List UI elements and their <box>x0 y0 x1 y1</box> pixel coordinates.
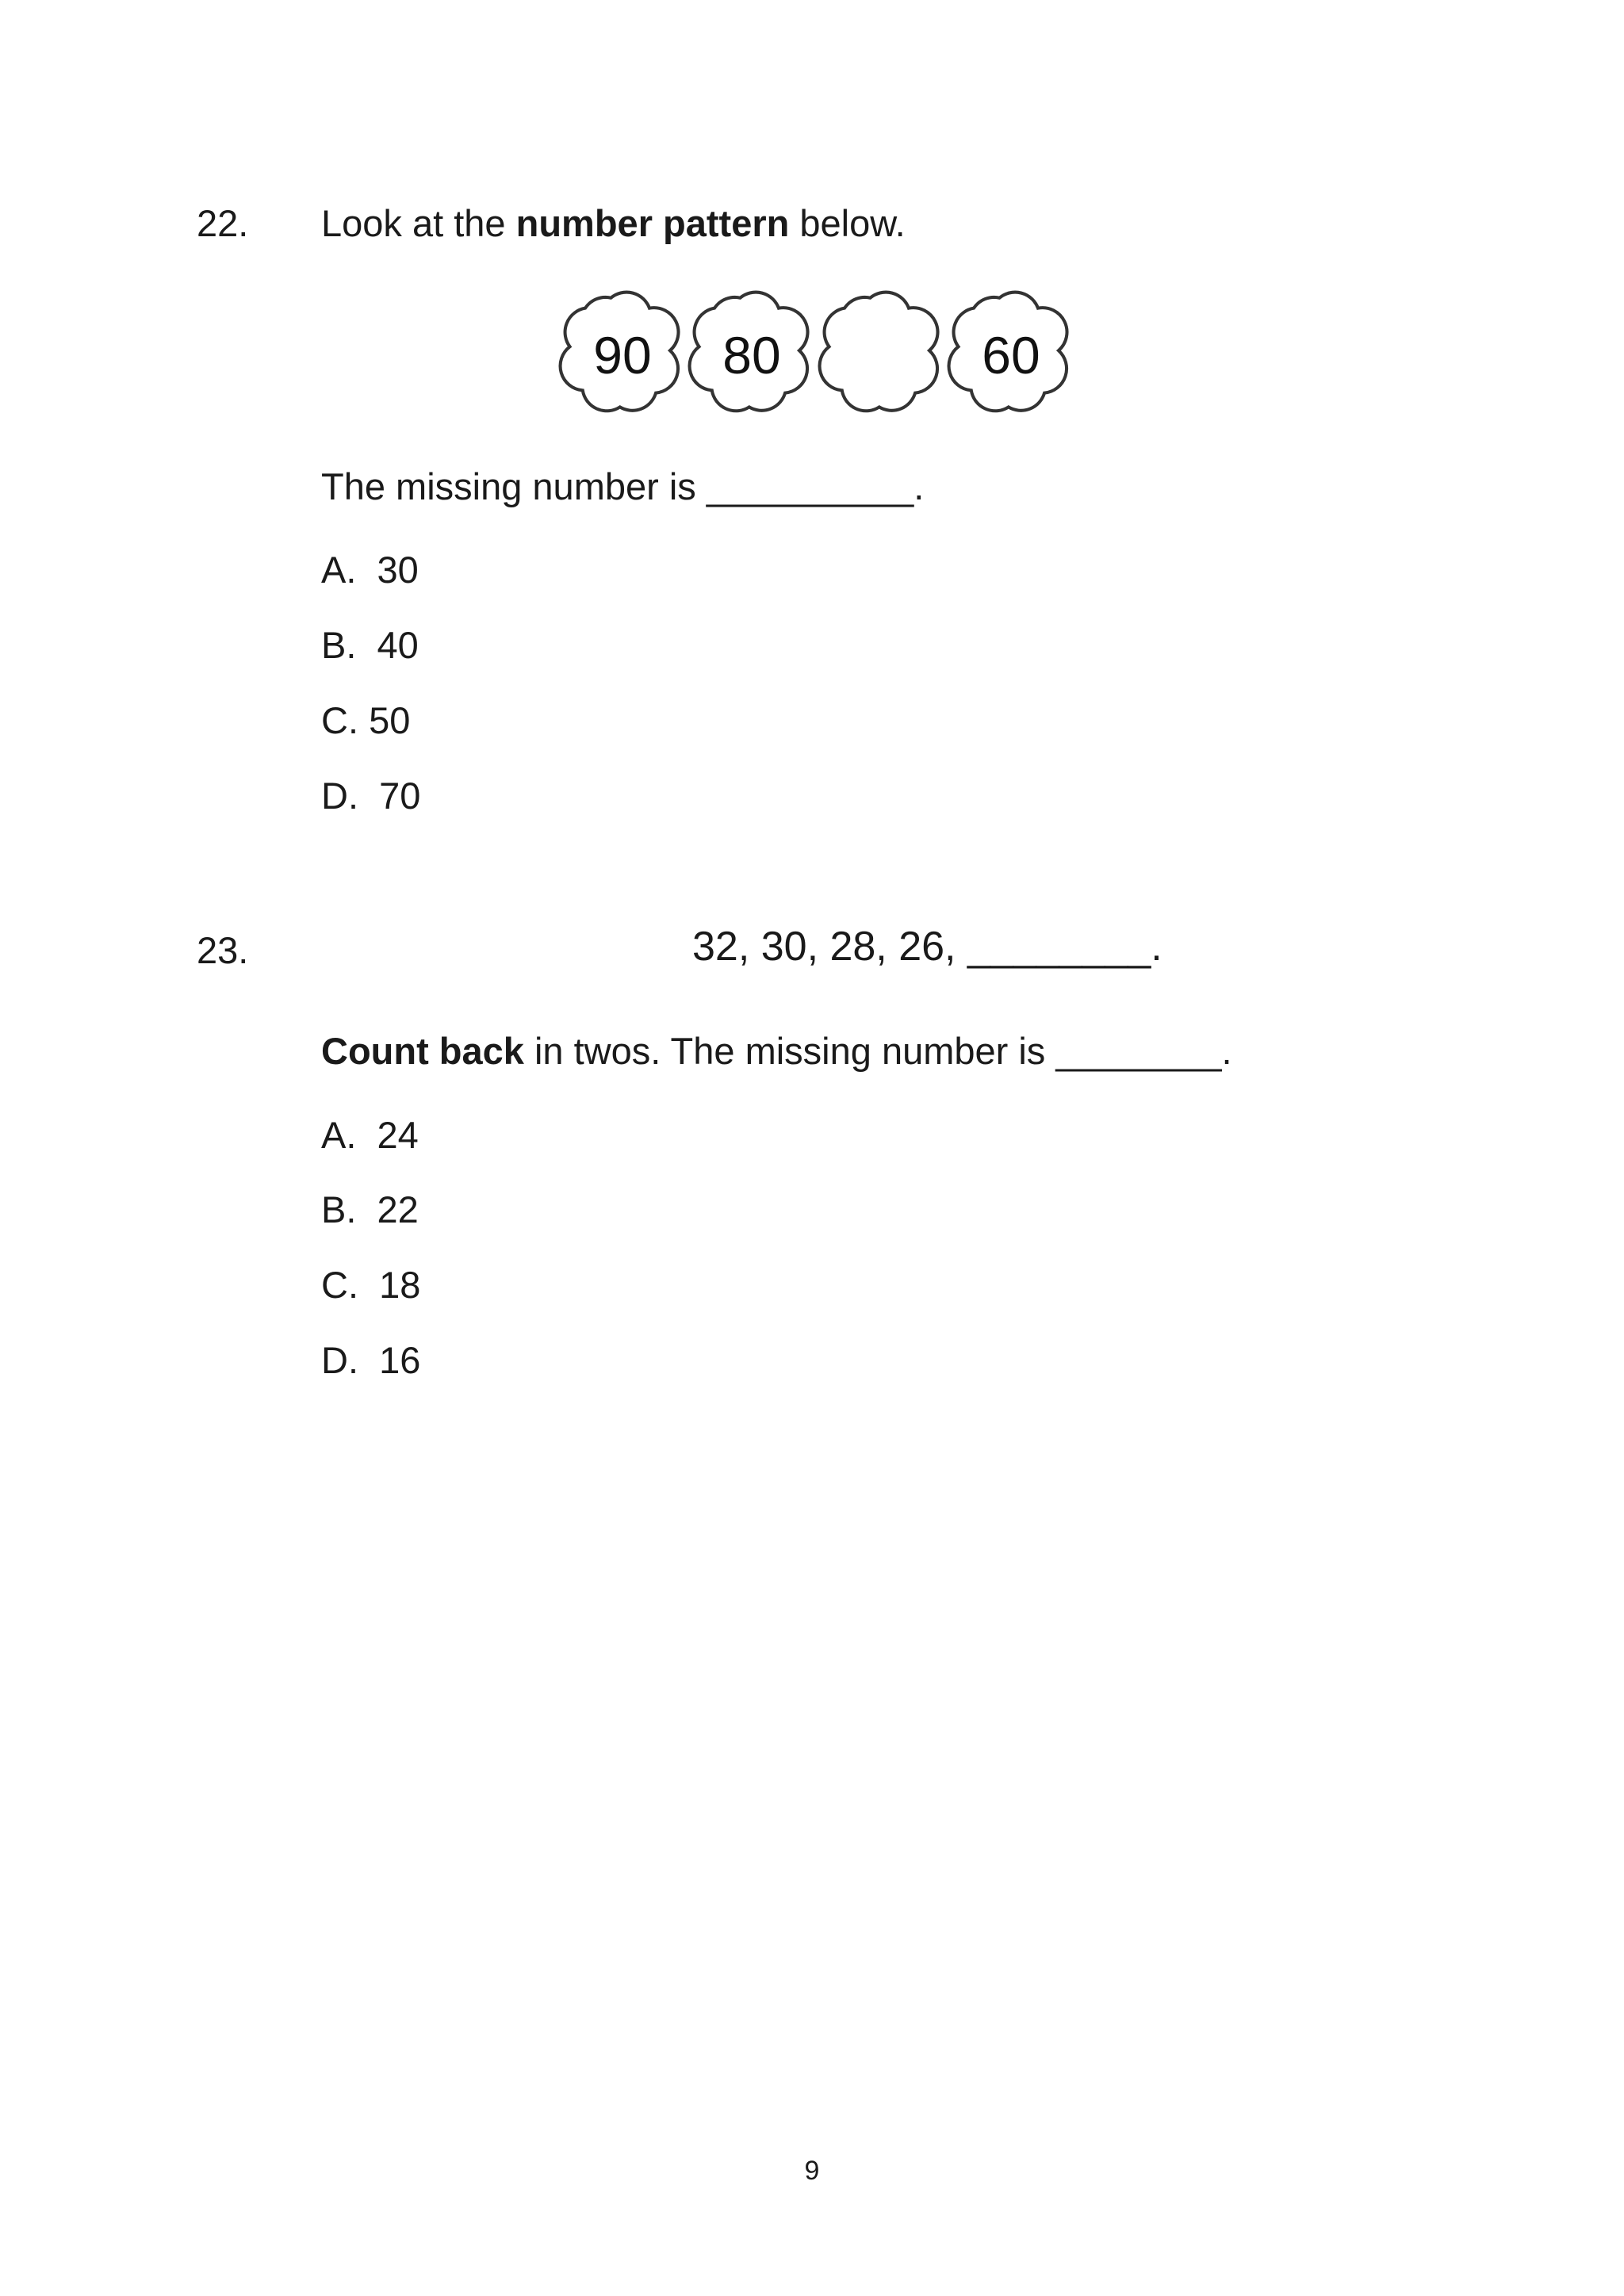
option-value: 50 <box>369 699 411 741</box>
option-value: 24 <box>377 1114 419 1156</box>
option-letter: D. <box>321 775 358 817</box>
option-letter: C. <box>321 699 358 741</box>
option-value: 16 <box>379 1339 421 1381</box>
question-23-prompt-bold: Count back <box>321 1030 524 1072</box>
option-value: 30 <box>377 549 419 591</box>
question-22-option-d[interactable] <box>321 775 421 817</box>
flower-3 <box>820 293 938 411</box>
option-letter: A. <box>321 549 357 591</box>
option-value: 22 <box>377 1188 419 1230</box>
question-23-option-d[interactable] <box>321 1341 420 1379</box>
question-22-number: 22. <box>197 202 249 244</box>
question-22-prompt-bold: number pattern <box>515 202 790 244</box>
flower-4-number: 60 <box>982 326 1040 385</box>
option-value: 40 <box>377 624 419 666</box>
question-22-option-c[interactable] <box>321 699 411 741</box>
question-22-option-b[interactable] <box>321 626 419 664</box>
option-letter: A. <box>321 1114 357 1156</box>
question-23-option-c[interactable] <box>321 1264 421 1306</box>
question-22-option-a[interactable] <box>321 549 419 591</box>
option-letter: D. <box>321 1339 358 1381</box>
question-23-number: 23. <box>197 929 249 971</box>
question-22-prompt <box>321 202 906 244</box>
question-22-statement: The missing number is __________. <box>321 465 925 507</box>
question-23-prompt-end: in twos. The missing number is ________. <box>523 1030 1232 1072</box>
question-23-option-b[interactable] <box>321 1188 419 1230</box>
question-23-prompt <box>321 1032 1232 1070</box>
question-22-prompt-end: below. <box>789 202 906 244</box>
option-value: 18 <box>379 1264 421 1306</box>
option-value: 70 <box>379 775 421 817</box>
flower-row <box>547 281 1086 424</box>
question-22-prompt-start: Look at the <box>321 202 516 244</box>
flower-1-number: 90 <box>593 326 652 385</box>
question-23-option-a[interactable] <box>321 1116 419 1154</box>
question-23-sequence: 32, 30, 28, 26, ________. <box>692 924 1162 970</box>
option-letter: C. <box>321 1264 358 1306</box>
option-letter: B. <box>321 624 357 666</box>
page-number: 9 <box>804 2156 820 2186</box>
option-letter: B. <box>321 1188 357 1230</box>
flower-2-number: 80 <box>722 326 781 385</box>
